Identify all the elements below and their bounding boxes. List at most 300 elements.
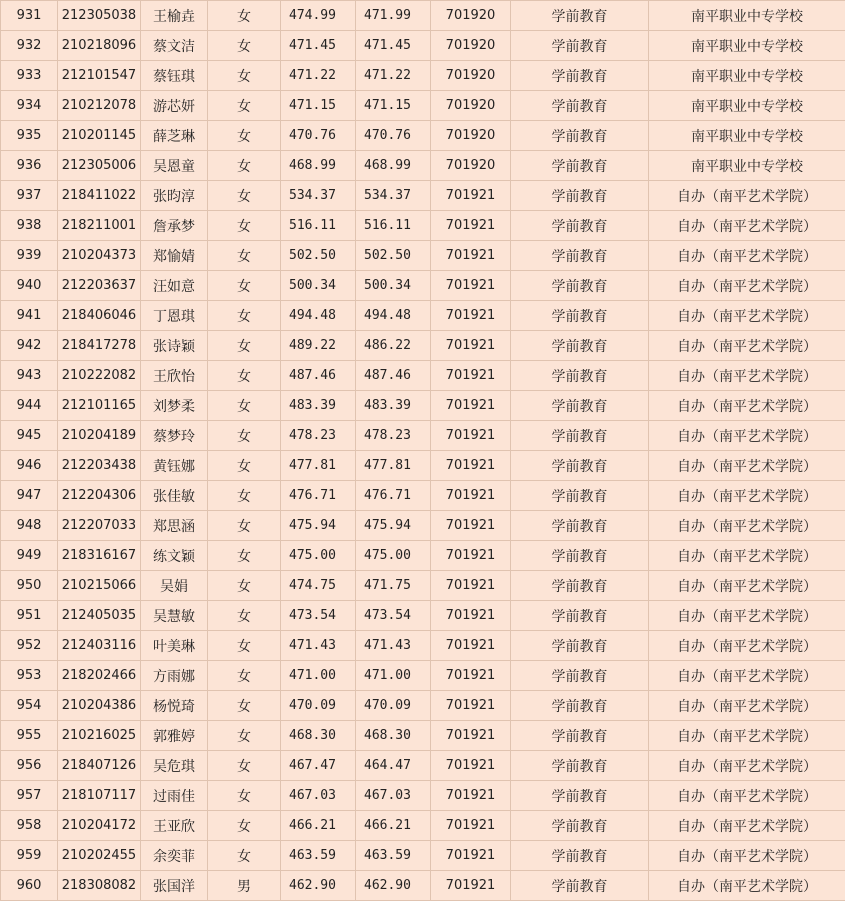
school-cell: 自办（南平艺术学院）	[649, 661, 845, 691]
table-row	[1, 751, 845, 781]
table-row	[1, 331, 845, 361]
table-body	[1, 1, 845, 901]
school-cell: 自办（南平艺术学院）	[649, 781, 845, 811]
score-cell: 471.22	[281, 61, 356, 91]
table-row	[1, 511, 845, 541]
sex-cell: 女	[208, 811, 281, 841]
rank-cell: 954	[1, 691, 58, 721]
program-code-cell: 701921	[431, 211, 511, 241]
rank-cell: 933	[1, 61, 58, 91]
rank-cell: 957	[1, 781, 58, 811]
name-cell: 郭雅婷	[141, 721, 208, 751]
program-code-cell: 701921	[431, 511, 511, 541]
sex-cell: 女	[208, 841, 281, 871]
school-cell: 自办（南平艺术学院）	[649, 301, 845, 331]
adjusted-score-cell: 494.48	[356, 301, 431, 331]
school-cell: 自办（南平艺术学院）	[649, 481, 845, 511]
program-code-cell: 701921	[431, 241, 511, 271]
sex-cell: 女	[208, 331, 281, 361]
table-row	[1, 871, 845, 901]
name-cell: 练文颖	[141, 541, 208, 571]
score-cell: 477.81	[281, 451, 356, 481]
rank-cell: 942	[1, 331, 58, 361]
rank-cell: 953	[1, 661, 58, 691]
school-cell: 自办（南平艺术学院）	[649, 391, 845, 421]
table-row	[1, 151, 845, 181]
school-cell: 南平职业中专学校	[649, 91, 845, 121]
table-row	[1, 841, 845, 871]
school-cell: 自办（南平艺术学院）	[649, 691, 845, 721]
score-cell: 467.03	[281, 781, 356, 811]
school-cell: 南平职业中专学校	[649, 61, 845, 91]
adjusted-score-cell: 471.99	[356, 1, 431, 31]
table-row	[1, 91, 845, 121]
table-row	[1, 691, 845, 721]
name-cell: 张昀淳	[141, 181, 208, 211]
school-cell: 自办（南平艺术学院）	[649, 571, 845, 601]
major-cell: 学前教育	[511, 91, 649, 121]
table-row	[1, 31, 845, 61]
candidate-id-cell: 212403116	[58, 631, 141, 661]
adjusted-score-cell: 471.45	[356, 31, 431, 61]
table-row	[1, 61, 845, 91]
candidate-id-cell: 212203637	[58, 271, 141, 301]
adjusted-score-cell: 462.90	[356, 871, 431, 901]
program-code-cell: 701921	[431, 631, 511, 661]
candidate-id-cell: 210204172	[58, 811, 141, 841]
name-cell: 王欣怡	[141, 361, 208, 391]
name-cell: 詹承梦	[141, 211, 208, 241]
program-code-cell: 701921	[431, 181, 511, 211]
candidate-id-cell: 212203438	[58, 451, 141, 481]
rank-cell: 937	[1, 181, 58, 211]
rank-cell: 949	[1, 541, 58, 571]
table-row	[1, 271, 845, 301]
major-cell: 学前教育	[511, 631, 649, 661]
name-cell: 叶美琳	[141, 631, 208, 661]
table-row	[1, 301, 845, 331]
candidate-id-cell: 212101547	[58, 61, 141, 91]
name-cell: 薛芝琳	[141, 121, 208, 151]
program-code-cell: 701921	[431, 691, 511, 721]
school-cell: 自办（南平艺术学院）	[649, 631, 845, 661]
score-cell: 466.21	[281, 811, 356, 841]
candidate-id-cell: 210218096	[58, 31, 141, 61]
name-cell: 吴危琪	[141, 751, 208, 781]
major-cell: 学前教育	[511, 1, 649, 31]
major-cell: 学前教育	[511, 421, 649, 451]
school-cell: 自办（南平艺术学院）	[649, 601, 845, 631]
major-cell: 学前教育	[511, 361, 649, 391]
sex-cell: 女	[208, 661, 281, 691]
candidate-id-cell: 210212078	[58, 91, 141, 121]
table-row	[1, 781, 845, 811]
sex-cell: 女	[208, 121, 281, 151]
rank-cell: 951	[1, 601, 58, 631]
sex-cell: 女	[208, 421, 281, 451]
major-cell: 学前教育	[511, 871, 649, 901]
adjusted-score-cell: 486.22	[356, 331, 431, 361]
major-cell: 学前教育	[511, 811, 649, 841]
score-cell: 467.47	[281, 751, 356, 781]
rank-cell: 940	[1, 271, 58, 301]
score-cell: 516.11	[281, 211, 356, 241]
program-code-cell: 701921	[431, 361, 511, 391]
adjusted-score-cell: 468.99	[356, 151, 431, 181]
rank-cell: 946	[1, 451, 58, 481]
name-cell: 郑愉婧	[141, 241, 208, 271]
rank-cell: 956	[1, 751, 58, 781]
major-cell: 学前教育	[511, 61, 649, 91]
program-code-cell: 701921	[431, 751, 511, 781]
sex-cell: 女	[208, 61, 281, 91]
name-cell: 过雨佳	[141, 781, 208, 811]
sex-cell: 男	[208, 871, 281, 901]
sex-cell: 女	[208, 241, 281, 271]
score-cell: 471.00	[281, 661, 356, 691]
adjusted-score-cell: 470.09	[356, 691, 431, 721]
school-cell: 自办（南平艺术学院）	[649, 871, 845, 901]
sex-cell: 女	[208, 1, 281, 31]
sex-cell: 女	[208, 211, 281, 241]
school-cell: 南平职业中专学校	[649, 1, 845, 31]
name-cell: 吴慧敏	[141, 601, 208, 631]
adjusted-score-cell: 471.00	[356, 661, 431, 691]
adjusted-score-cell: 464.47	[356, 751, 431, 781]
major-cell: 学前教育	[511, 301, 649, 331]
adjusted-score-cell: 500.34	[356, 271, 431, 301]
major-cell: 学前教育	[511, 781, 649, 811]
candidate-id-cell: 218308082	[58, 871, 141, 901]
candidate-id-cell: 212101165	[58, 391, 141, 421]
candidate-id-cell: 212204306	[58, 481, 141, 511]
table-row	[1, 811, 845, 841]
program-code-cell: 701920	[431, 31, 511, 61]
school-cell: 自办（南平艺术学院）	[649, 511, 845, 541]
rank-cell: 945	[1, 421, 58, 451]
name-cell: 蔡梦玲	[141, 421, 208, 451]
adjusted-score-cell: 475.94	[356, 511, 431, 541]
program-code-cell: 701920	[431, 1, 511, 31]
table-row	[1, 661, 845, 691]
score-cell: 476.71	[281, 481, 356, 511]
major-cell: 学前教育	[511, 211, 649, 241]
score-cell: 489.22	[281, 331, 356, 361]
score-cell: 502.50	[281, 241, 356, 271]
major-cell: 学前教育	[511, 31, 649, 61]
major-cell: 学前教育	[511, 241, 649, 271]
rank-cell: 952	[1, 631, 58, 661]
name-cell: 吴娟	[141, 571, 208, 601]
adjusted-score-cell: 468.30	[356, 721, 431, 751]
name-cell: 吴恩童	[141, 151, 208, 181]
program-code-cell: 701920	[431, 121, 511, 151]
name-cell: 郑思涵	[141, 511, 208, 541]
score-cell: 468.30	[281, 721, 356, 751]
candidate-id-cell: 210215066	[58, 571, 141, 601]
score-cell: 462.90	[281, 871, 356, 901]
adjusted-score-cell: 487.46	[356, 361, 431, 391]
adjusted-score-cell: 471.75	[356, 571, 431, 601]
school-cell: 南平职业中专学校	[649, 121, 845, 151]
rank-cell: 958	[1, 811, 58, 841]
score-cell: 475.00	[281, 541, 356, 571]
name-cell: 游芯妍	[141, 91, 208, 121]
candidate-id-cell: 210222082	[58, 361, 141, 391]
sex-cell: 女	[208, 391, 281, 421]
sex-cell: 女	[208, 691, 281, 721]
rank-cell: 948	[1, 511, 58, 541]
adjusted-score-cell: 463.59	[356, 841, 431, 871]
school-cell: 南平职业中专学校	[649, 151, 845, 181]
score-cell: 468.99	[281, 151, 356, 181]
score-cell: 500.34	[281, 271, 356, 301]
rank-cell: 935	[1, 121, 58, 151]
name-cell: 张诗颖	[141, 331, 208, 361]
program-code-cell: 701920	[431, 61, 511, 91]
candidate-id-cell: 218417278	[58, 331, 141, 361]
score-cell: 471.45	[281, 31, 356, 61]
school-cell: 自办（南平艺术学院）	[649, 451, 845, 481]
name-cell: 杨悦琦	[141, 691, 208, 721]
program-code-cell: 701921	[431, 721, 511, 751]
major-cell: 学前教育	[511, 691, 649, 721]
score-cell: 471.15	[281, 91, 356, 121]
name-cell: 方雨娜	[141, 661, 208, 691]
candidate-id-cell: 212207033	[58, 511, 141, 541]
candidate-id-cell: 218411022	[58, 181, 141, 211]
school-cell: 自办（南平艺术学院）	[649, 811, 845, 841]
adjusted-score-cell: 471.22	[356, 61, 431, 91]
score-cell: 473.54	[281, 601, 356, 631]
sex-cell: 女	[208, 751, 281, 781]
candidate-id-cell: 210204386	[58, 691, 141, 721]
program-code-cell: 701921	[431, 781, 511, 811]
adjusted-score-cell: 471.43	[356, 631, 431, 661]
major-cell: 学前教育	[511, 391, 649, 421]
candidate-id-cell: 218406046	[58, 301, 141, 331]
candidate-id-cell: 210201145	[58, 121, 141, 151]
sex-cell: 女	[208, 181, 281, 211]
major-cell: 学前教育	[511, 331, 649, 361]
rank-cell: 944	[1, 391, 58, 421]
table-row	[1, 631, 845, 661]
adjusted-score-cell: 478.23	[356, 421, 431, 451]
major-cell: 学前教育	[511, 571, 649, 601]
school-cell: 自办（南平艺术学院）	[649, 211, 845, 241]
major-cell: 学前教育	[511, 751, 649, 781]
adjusted-score-cell: 470.76	[356, 121, 431, 151]
program-code-cell: 701921	[431, 451, 511, 481]
program-code-cell: 701921	[431, 661, 511, 691]
adjusted-score-cell: 534.37	[356, 181, 431, 211]
name-cell: 王榆垚	[141, 1, 208, 31]
name-cell: 蔡文洁	[141, 31, 208, 61]
school-cell: 自办（南平艺术学院）	[649, 361, 845, 391]
major-cell: 学前教育	[511, 661, 649, 691]
program-code-cell: 701921	[431, 271, 511, 301]
rank-cell: 932	[1, 31, 58, 61]
name-cell: 张国洋	[141, 871, 208, 901]
rank-cell: 955	[1, 721, 58, 751]
adjusted-score-cell: 476.71	[356, 481, 431, 511]
school-cell: 自办（南平艺术学院）	[649, 721, 845, 751]
score-cell: 475.94	[281, 511, 356, 541]
sex-cell: 女	[208, 361, 281, 391]
table-row	[1, 571, 845, 601]
rank-cell: 947	[1, 481, 58, 511]
rank-cell: 931	[1, 1, 58, 31]
sex-cell: 女	[208, 781, 281, 811]
rank-cell: 934	[1, 91, 58, 121]
adjusted-score-cell: 471.15	[356, 91, 431, 121]
table-row	[1, 481, 845, 511]
table-row	[1, 451, 845, 481]
major-cell: 学前教育	[511, 481, 649, 511]
program-code-cell: 701921	[431, 841, 511, 871]
program-code-cell: 701921	[431, 421, 511, 451]
table-row	[1, 601, 845, 631]
name-cell: 丁恩琪	[141, 301, 208, 331]
table-row	[1, 721, 845, 751]
sex-cell: 女	[208, 91, 281, 121]
table-row	[1, 541, 845, 571]
score-cell: 474.99	[281, 1, 356, 31]
name-cell: 王亚欣	[141, 811, 208, 841]
program-code-cell: 701921	[431, 601, 511, 631]
major-cell: 学前教育	[511, 181, 649, 211]
major-cell: 学前教育	[511, 541, 649, 571]
adjusted-score-cell: 475.00	[356, 541, 431, 571]
major-cell: 学前教育	[511, 451, 649, 481]
adjusted-score-cell: 516.11	[356, 211, 431, 241]
score-cell: 463.59	[281, 841, 356, 871]
name-cell: 黄钰娜	[141, 451, 208, 481]
name-cell: 汪如意	[141, 271, 208, 301]
table-row	[1, 1, 845, 31]
score-cell: 483.39	[281, 391, 356, 421]
program-code-cell: 701921	[431, 541, 511, 571]
table-row	[1, 211, 845, 241]
school-cell: 自办（南平艺术学院）	[649, 181, 845, 211]
adjusted-score-cell: 467.03	[356, 781, 431, 811]
table-row	[1, 391, 845, 421]
program-code-cell: 701921	[431, 391, 511, 421]
adjusted-score-cell: 477.81	[356, 451, 431, 481]
candidate-id-cell: 210204373	[58, 241, 141, 271]
adjusted-score-cell: 502.50	[356, 241, 431, 271]
major-cell: 学前教育	[511, 151, 649, 181]
name-cell: 刘梦柔	[141, 391, 208, 421]
candidate-id-cell: 212305038	[58, 1, 141, 31]
adjusted-score-cell: 466.21	[356, 811, 431, 841]
program-code-cell: 701921	[431, 811, 511, 841]
sex-cell: 女	[208, 481, 281, 511]
program-code-cell: 701920	[431, 151, 511, 181]
sex-cell: 女	[208, 511, 281, 541]
adjusted-score-cell: 483.39	[356, 391, 431, 421]
name-cell: 蔡钰琪	[141, 61, 208, 91]
school-cell: 自办（南平艺术学院）	[649, 541, 845, 571]
sex-cell: 女	[208, 631, 281, 661]
major-cell: 学前教育	[511, 271, 649, 301]
candidate-id-cell: 212305006	[58, 151, 141, 181]
sex-cell: 女	[208, 271, 281, 301]
candidate-id-cell: 218202466	[58, 661, 141, 691]
sex-cell: 女	[208, 151, 281, 181]
school-cell: 自办（南平艺术学院）	[649, 271, 845, 301]
candidate-id-cell: 210202455	[58, 841, 141, 871]
rank-cell: 936	[1, 151, 58, 181]
candidate-id-cell: 210216025	[58, 721, 141, 751]
sex-cell: 女	[208, 31, 281, 61]
rank-cell: 939	[1, 241, 58, 271]
candidate-id-cell: 218107117	[58, 781, 141, 811]
school-cell: 自办（南平艺术学院）	[649, 751, 845, 781]
sex-cell: 女	[208, 571, 281, 601]
rank-cell: 959	[1, 841, 58, 871]
table-row	[1, 121, 845, 151]
score-cell: 470.76	[281, 121, 356, 151]
score-cell: 494.48	[281, 301, 356, 331]
candidate-id-cell: 210204189	[58, 421, 141, 451]
major-cell: 学前教育	[511, 121, 649, 151]
score-cell: 470.09	[281, 691, 356, 721]
score-cell: 471.43	[281, 631, 356, 661]
program-code-cell: 701921	[431, 871, 511, 901]
name-cell: 余奕菲	[141, 841, 208, 871]
candidate-id-cell: 218211001	[58, 211, 141, 241]
major-cell: 学前教育	[511, 721, 649, 751]
table-row	[1, 361, 845, 391]
school-cell: 自办（南平艺术学院）	[649, 841, 845, 871]
rank-cell: 950	[1, 571, 58, 601]
sex-cell: 女	[208, 301, 281, 331]
major-cell: 学前教育	[511, 841, 649, 871]
school-cell: 自办（南平艺术学院）	[649, 331, 845, 361]
score-cell: 487.46	[281, 361, 356, 391]
rank-cell: 943	[1, 361, 58, 391]
adjusted-score-cell: 473.54	[356, 601, 431, 631]
table-row	[1, 241, 845, 271]
score-cell: 534.37	[281, 181, 356, 211]
sex-cell: 女	[208, 721, 281, 751]
score-cell: 478.23	[281, 421, 356, 451]
candidate-id-cell: 218316167	[58, 541, 141, 571]
sex-cell: 女	[208, 451, 281, 481]
candidate-id-cell: 218407126	[58, 751, 141, 781]
program-code-cell: 701921	[431, 331, 511, 361]
program-code-cell: 701921	[431, 481, 511, 511]
major-cell: 学前教育	[511, 601, 649, 631]
name-cell: 张佳敏	[141, 481, 208, 511]
table-row	[1, 181, 845, 211]
rank-cell: 938	[1, 211, 58, 241]
sex-cell: 女	[208, 541, 281, 571]
table-row	[1, 421, 845, 451]
program-code-cell: 701921	[431, 571, 511, 601]
score-cell: 474.75	[281, 571, 356, 601]
program-code-cell: 701921	[431, 301, 511, 331]
candidate-id-cell: 212405035	[58, 601, 141, 631]
sex-cell: 女	[208, 601, 281, 631]
school-cell: 自办（南平艺术学院）	[649, 241, 845, 271]
program-code-cell: 701920	[431, 91, 511, 121]
school-cell: 自办（南平艺术学院）	[649, 421, 845, 451]
major-cell: 学前教育	[511, 511, 649, 541]
rank-cell: 960	[1, 871, 58, 901]
rank-cell: 941	[1, 301, 58, 331]
